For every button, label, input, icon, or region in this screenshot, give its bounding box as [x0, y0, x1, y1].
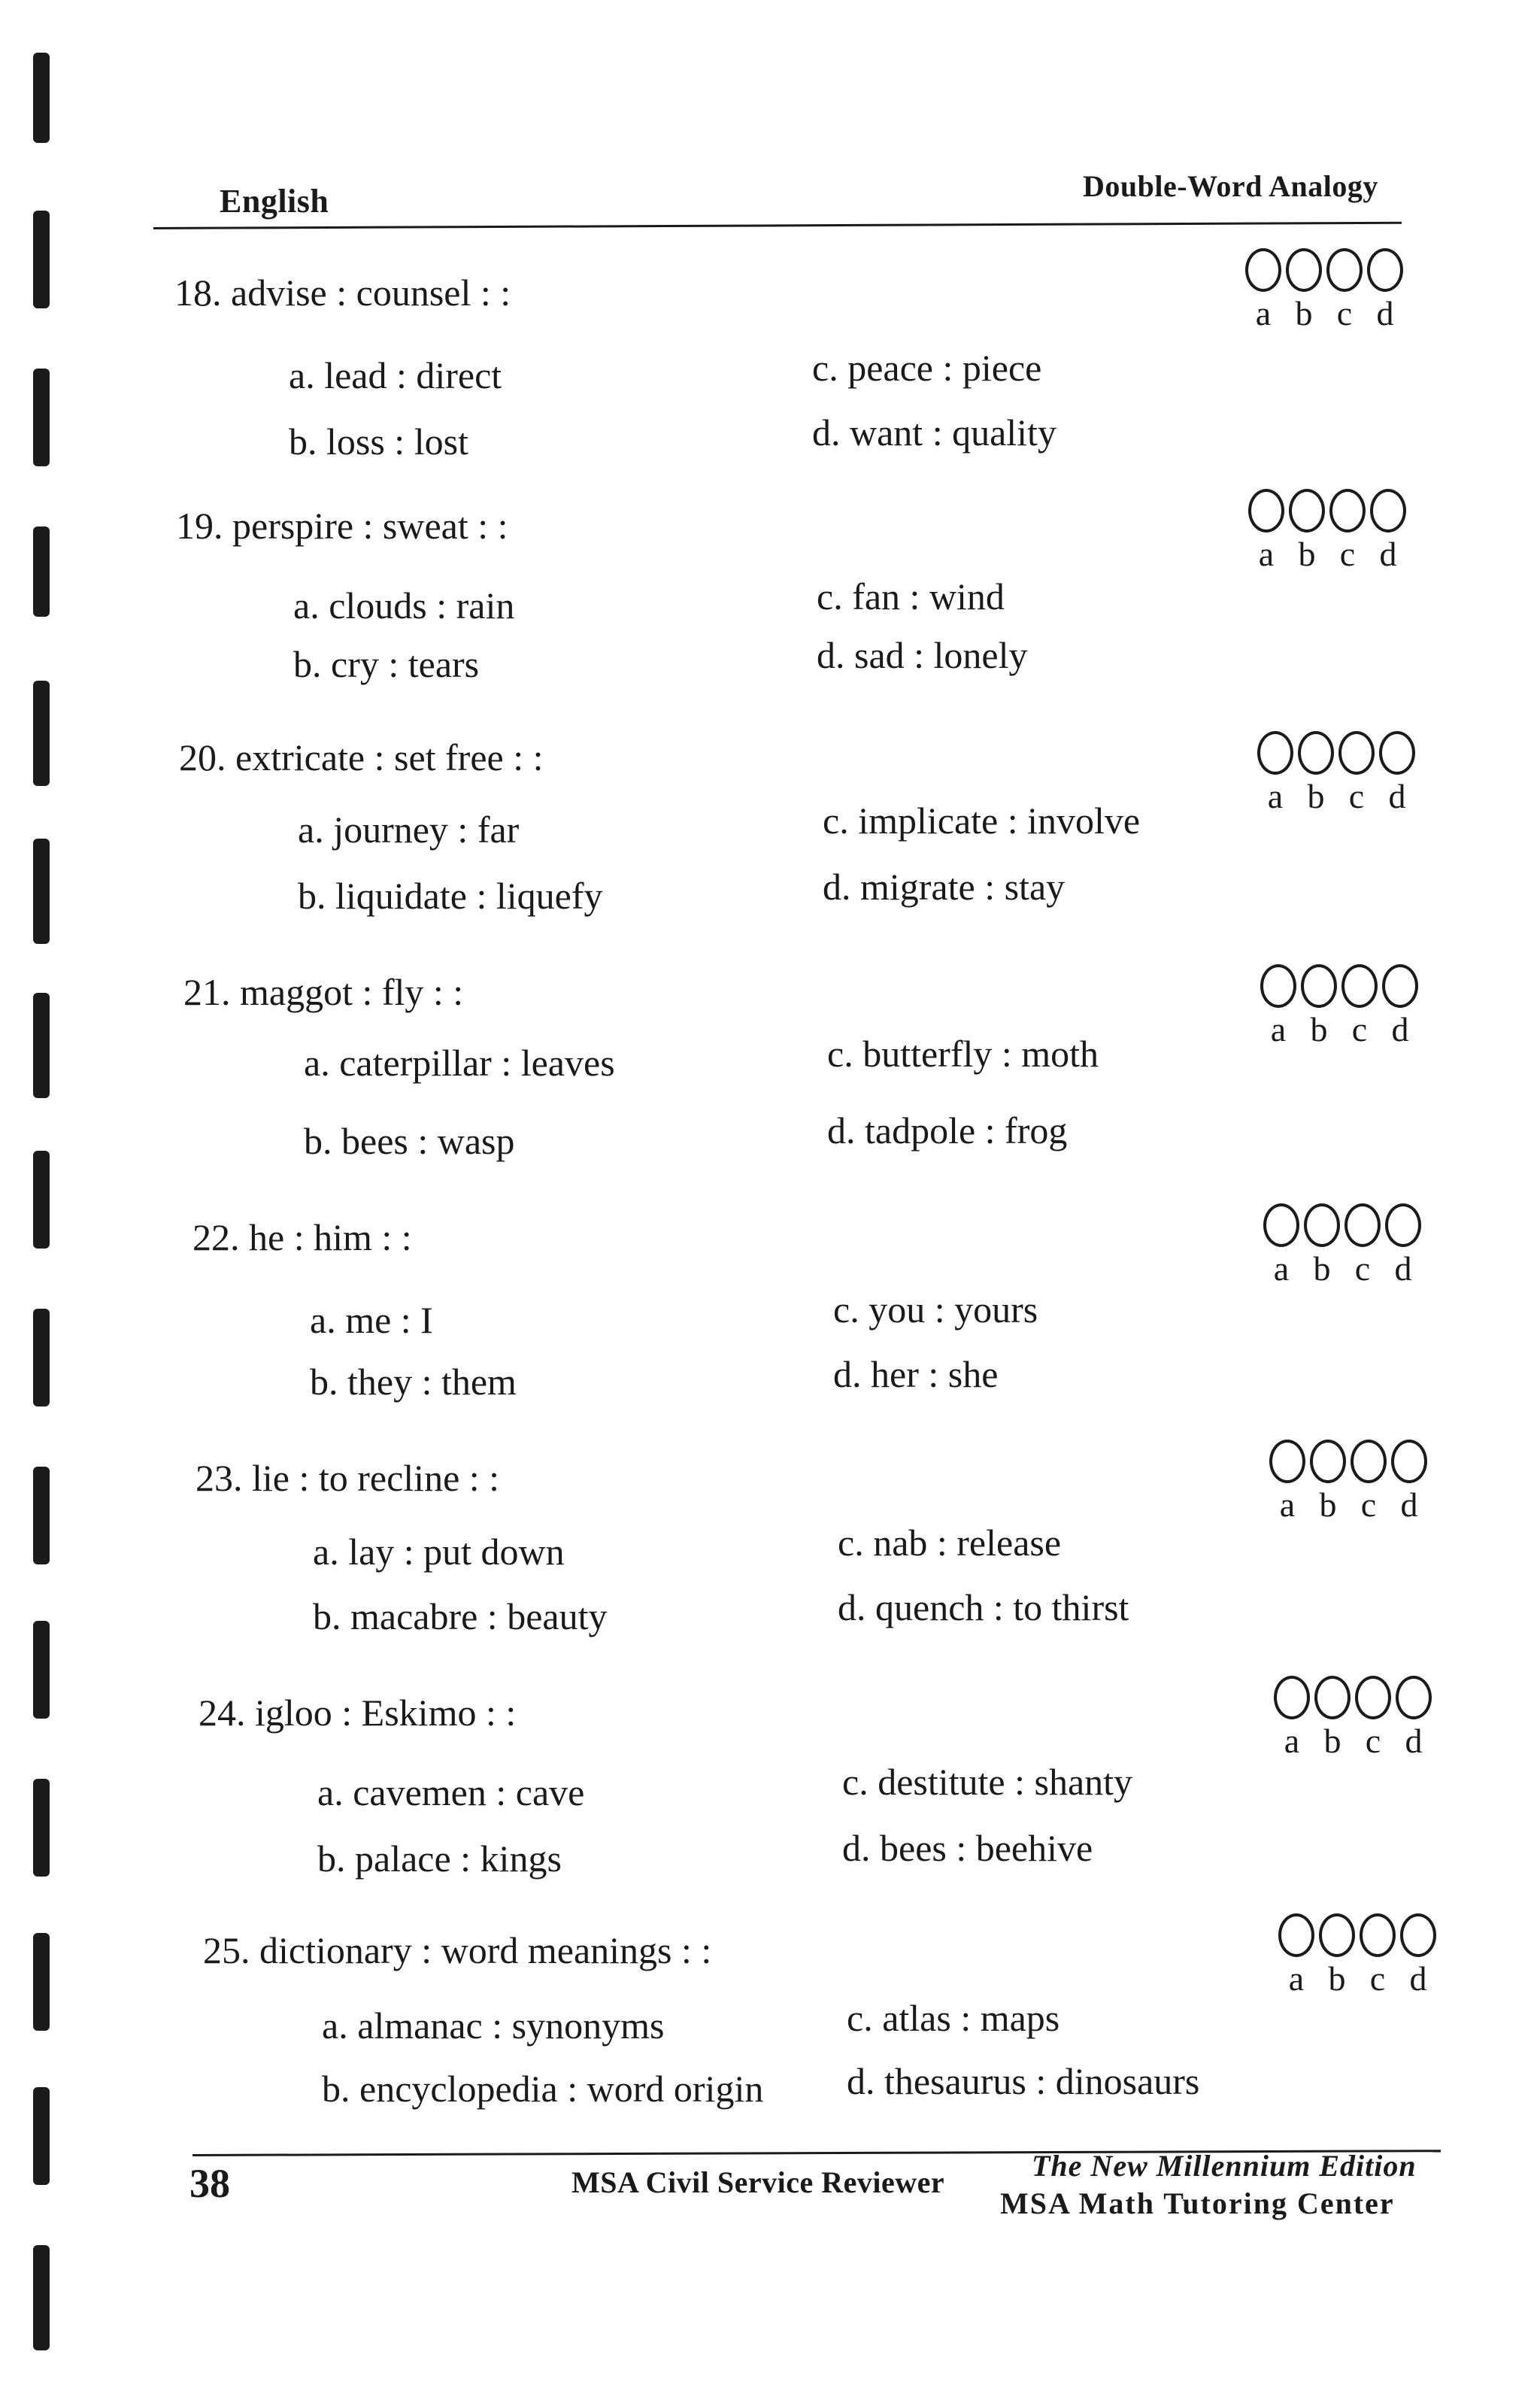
- page-number: 38: [189, 2161, 230, 2206]
- bubble-letter: a: [1267, 777, 1284, 815]
- answer-bubble-d[interactable]: [1382, 964, 1418, 1008]
- bubble-letter: d: [1394, 1249, 1412, 1288]
- answer-bubbles: [1245, 248, 1411, 338]
- option-a[interactable]: a. journey : far: [298, 809, 520, 851]
- answer-bubble-c[interactable]: [1329, 489, 1366, 533]
- bubble-letter: c: [1369, 1959, 1386, 1998]
- option-b[interactable]: b. bees : wasp: [304, 1120, 515, 1162]
- bubble-letter: a: [1273, 1249, 1290, 1288]
- question-text: dictionary : word meanings : :: [259, 1929, 712, 1971]
- publisher-label: MSA Math Tutoring Center: [1000, 2186, 1395, 2220]
- answer-bubble-c[interactable]: [1341, 964, 1378, 1008]
- bubble-letter: c: [1348, 777, 1365, 815]
- book-title: MSA Civil Service Reviewer: [571, 2165, 945, 2199]
- question-prompt: [176, 504, 508, 548]
- option-d[interactable]: d. sad : lonely: [817, 634, 1028, 676]
- question-number: 25.: [203, 1929, 250, 1971]
- answer-bubbles: [1248, 489, 1414, 579]
- bubble-letter: d: [1376, 294, 1394, 332]
- option-c[interactable]: c. destitute : shanty: [842, 1761, 1133, 1803]
- option-c[interactable]: c. you : yours: [833, 1288, 1038, 1331]
- binding-hole: [33, 526, 50, 617]
- question-number: 19.: [176, 505, 223, 547]
- bubble-letter: c: [1365, 1722, 1381, 1760]
- question-prompt: [192, 1215, 412, 1259]
- answer-bubbles: [1278, 1913, 1444, 2004]
- bubble-letter: b: [1313, 1249, 1331, 1288]
- answer-bubble-b[interactable]: [1304, 1203, 1340, 1247]
- option-b[interactable]: b. encyclopedia : word origin: [322, 2068, 764, 2110]
- answer-bubble-b[interactable]: [1298, 731, 1334, 775]
- bubble-letter: c: [1339, 535, 1356, 573]
- bubble-letter: a: [1270, 1010, 1287, 1048]
- option-a[interactable]: a. me : I: [310, 1299, 433, 1341]
- bubble-letter: b: [1310, 1010, 1328, 1048]
- question-number: 20.: [179, 736, 226, 778]
- bubble-letter: b: [1295, 294, 1313, 332]
- answer-bubbles: [1263, 1203, 1429, 1294]
- answer-bubble-a[interactable]: [1274, 1676, 1310, 1719]
- option-c[interactable]: c. fan : wind: [817, 575, 1005, 617]
- option-c[interactable]: c. atlas : maps: [847, 1997, 1060, 2039]
- answer-bubble-d[interactable]: [1367, 248, 1403, 292]
- bubble-letter: c: [1360, 1485, 1377, 1524]
- answer-bubble-c[interactable]: [1338, 731, 1375, 775]
- binding-hole: [33, 993, 50, 1098]
- question-number: 22.: [192, 1216, 240, 1258]
- question-prompt: [203, 1928, 711, 1972]
- answer-bubble-b[interactable]: [1310, 1440, 1346, 1483]
- bubble-letter: a: [1284, 1722, 1300, 1760]
- answer-bubble-b[interactable]: [1289, 489, 1325, 533]
- answer-bubble-a[interactable]: [1269, 1440, 1305, 1483]
- header-rule: [153, 222, 1402, 229]
- question-prompt: [179, 736, 544, 779]
- option-a[interactable]: a. clouds : rain: [293, 584, 515, 627]
- answer-bubbles: [1269, 1440, 1435, 1530]
- bubble-letter: d: [1400, 1485, 1418, 1524]
- answer-bubble-d[interactable]: [1379, 731, 1415, 775]
- binding-hole: [33, 681, 50, 786]
- binding-hole: [33, 2245, 50, 2350]
- question-number: 23.: [196, 1457, 243, 1499]
- bubble-letter: b: [1328, 1959, 1346, 1998]
- binding-hole: [33, 1621, 50, 1719]
- question-prompt: [174, 271, 511, 314]
- option-a[interactable]: a. almanac : synonyms: [322, 2004, 665, 2047]
- option-d[interactable]: d. her : she: [833, 1353, 999, 1395]
- option-b[interactable]: b. they : them: [310, 1361, 517, 1403]
- binding-hole: [33, 369, 50, 466]
- answer-bubble-b[interactable]: [1286, 248, 1322, 292]
- answer-bubbles: [1260, 964, 1426, 1054]
- answer-bubble-c[interactable]: [1355, 1676, 1391, 1719]
- option-b[interactable]: b. cry : tears: [293, 643, 480, 685]
- option-b[interactable]: b. macabre : beauty: [313, 1595, 608, 1637]
- option-a[interactable]: a. lay : put down: [313, 1531, 565, 1573]
- answer-bubble-b[interactable]: [1301, 964, 1337, 1008]
- answer-bubbles: [1257, 731, 1423, 821]
- edition-label: The New Millennium Edition: [1032, 2149, 1417, 2183]
- option-d[interactable]: d. tadpole : frog: [827, 1109, 1068, 1152]
- answer-bubble-a[interactable]: [1263, 1203, 1299, 1247]
- question-number: 21.: [183, 971, 231, 1013]
- option-d[interactable]: d. want : quality: [812, 411, 1056, 454]
- question-number: 18.: [174, 272, 222, 314]
- binding-hole: [33, 1309, 50, 1406]
- option-b[interactable]: b. loss : lost: [289, 420, 468, 463]
- answer-bubble-c[interactable]: [1344, 1203, 1381, 1247]
- bubble-letter: a: [1258, 535, 1275, 573]
- bubble-letter: b: [1298, 535, 1316, 573]
- answer-bubble-c[interactable]: [1326, 248, 1363, 292]
- option-b[interactable]: b. liquidate : liquefy: [298, 875, 603, 917]
- binding-hole: [33, 2087, 50, 2185]
- option-a[interactable]: a. lead : direct: [289, 354, 502, 396]
- answer-bubble-a[interactable]: [1260, 964, 1296, 1008]
- binding-hole: [33, 1779, 50, 1877]
- answer-bubble-c[interactable]: [1360, 1913, 1396, 1957]
- answer-bubble-a[interactable]: [1278, 1913, 1314, 1957]
- bubble-letter: a: [1255, 294, 1272, 332]
- bubble-letter: b: [1323, 1722, 1341, 1760]
- binding-hole: [33, 1467, 50, 1564]
- bubble-letter: c: [1354, 1249, 1371, 1288]
- question-text: lie : to recline : :: [252, 1457, 500, 1499]
- question-text: maggot : fly : :: [240, 971, 464, 1013]
- answer-bubble-d[interactable]: [1385, 1203, 1421, 1247]
- answer-bubble-a[interactable]: [1248, 489, 1284, 533]
- option-c[interactable]: c. nab : release: [838, 1522, 1062, 1564]
- question-text: extricate : set free : :: [235, 736, 544, 778]
- option-a[interactable]: a. cavemen : cave: [317, 1771, 585, 1813]
- question-text: igloo : Eskimo : :: [255, 1692, 517, 1734]
- option-d[interactable]: d. thesaurus : dinosaurs: [847, 2060, 1200, 2102]
- bubble-letter: d: [1405, 1722, 1423, 1760]
- option-c[interactable]: c. peace : piece: [812, 347, 1042, 389]
- question-prompt: [199, 1691, 516, 1734]
- question-prompt: [196, 1456, 499, 1500]
- question-number: 24.: [199, 1692, 246, 1734]
- question-text: advise : counsel : :: [231, 272, 511, 314]
- answer-bubble-a[interactable]: [1245, 248, 1281, 292]
- bubble-letter: d: [1388, 777, 1406, 815]
- header-section: Double-Word Analogy: [1083, 169, 1378, 203]
- binding-hole: [33, 1933, 50, 2031]
- binding-hole: [33, 839, 50, 944]
- bubble-letter: b: [1307, 777, 1325, 815]
- bubble-letter: d: [1391, 1010, 1409, 1048]
- answer-bubble-d[interactable]: [1391, 1440, 1427, 1483]
- binding-hole: [33, 1151, 50, 1249]
- option-c[interactable]: c. butterfly : moth: [827, 1033, 1099, 1075]
- question-text: he : him : :: [249, 1216, 412, 1258]
- option-d[interactable]: d. bees : beehive: [842, 1827, 1093, 1869]
- question-prompt: [183, 970, 463, 1014]
- bubble-letter: c: [1351, 1010, 1368, 1048]
- option-c[interactable]: c. implicate : involve: [823, 800, 1141, 842]
- answer-bubble-c[interactable]: [1351, 1440, 1387, 1483]
- option-a[interactable]: a. caterpillar : leaves: [304, 1042, 615, 1084]
- answer-bubble-b[interactable]: [1319, 1913, 1355, 1957]
- option-d[interactable]: d. migrate : stay: [823, 866, 1066, 908]
- binding-hole: [33, 53, 50, 143]
- answer-bubble-b[interactable]: [1314, 1676, 1351, 1719]
- bubble-letter: a: [1288, 1959, 1305, 1998]
- bubble-letter: d: [1379, 535, 1397, 573]
- header-subject: English: [220, 183, 329, 220]
- answer-bubble-a[interactable]: [1257, 731, 1293, 775]
- option-d[interactable]: d. quench : to thirst: [838, 1586, 1129, 1628]
- question-text: perspire : sweat : :: [232, 505, 508, 547]
- binding-hole: [33, 211, 50, 308]
- bubble-letter: c: [1336, 294, 1353, 332]
- bubble-letter: d: [1409, 1959, 1427, 1998]
- answer-bubble-d[interactable]: [1370, 489, 1406, 533]
- bubble-letter: b: [1319, 1485, 1337, 1524]
- answer-bubble-d[interactable]: [1400, 1913, 1436, 1957]
- bubble-letter: a: [1279, 1485, 1296, 1524]
- option-b[interactable]: b. palace : kings: [317, 1837, 562, 1880]
- answer-bubble-d[interactable]: [1396, 1676, 1432, 1719]
- answer-bubbles: [1274, 1676, 1439, 1766]
